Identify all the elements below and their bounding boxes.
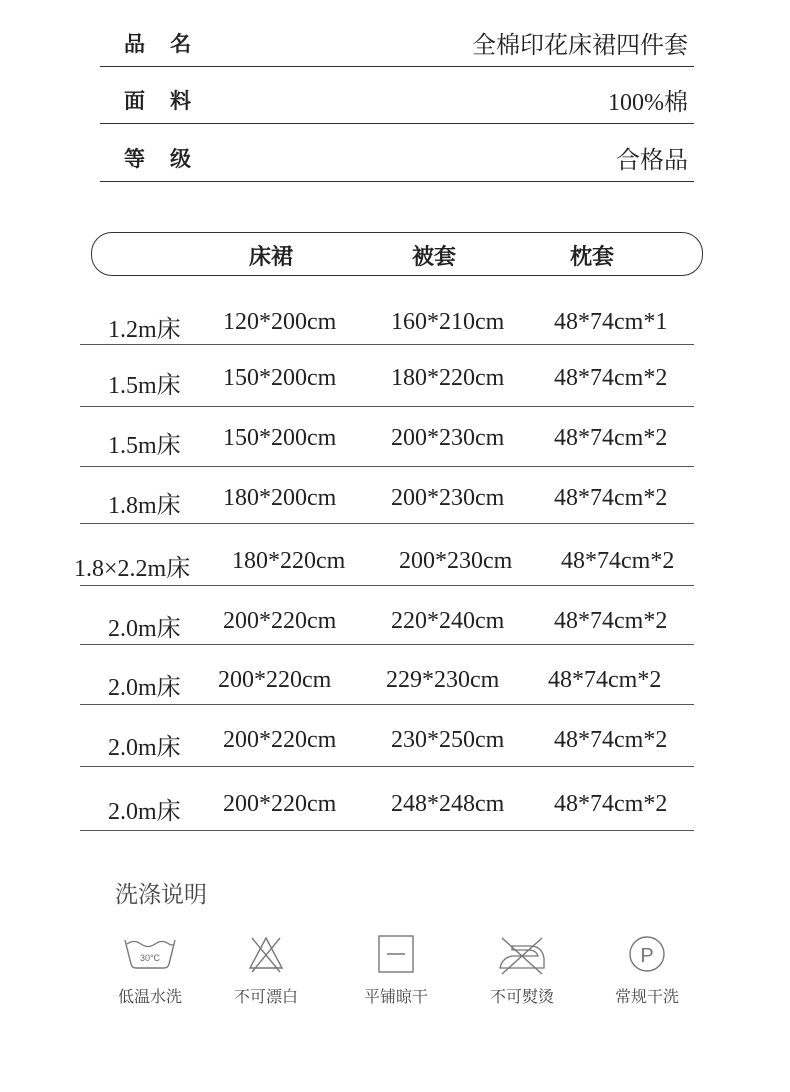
info-value: 100%棉 — [608, 90, 688, 116]
dry-clean-icon — [619, 934, 675, 976]
wash-item-no-iron — [467, 934, 577, 1014]
bedskirt-size: 200*220cm — [223, 791, 337, 817]
bedskirt-size: 180*200cm — [223, 485, 337, 511]
header-bedskirt: 床裙 — [249, 245, 294, 270]
pillow-size: 48*74cm*2 — [561, 548, 675, 574]
bedskirt-size: 150*200cm — [223, 425, 337, 451]
bedskirt-size: 200*220cm — [223, 608, 337, 634]
info-label — [124, 28, 216, 58]
pillow-size: 48*74cm*2 — [548, 667, 662, 693]
bedskirt-size: 150*200cm — [223, 365, 337, 391]
duvet-size: 200*230cm — [391, 485, 505, 511]
bed-size: 1.2m床 — [108, 317, 181, 343]
duvet-size: 248*248cm — [391, 791, 505, 817]
pillow-size: 48*74cm*2 — [554, 365, 668, 391]
pillow-size: 48*74cm*2 — [554, 727, 668, 753]
duvet-size: 220*240cm — [391, 608, 505, 634]
bed-size: 2.0m床 — [108, 799, 181, 825]
duvet-size: 160*210cm — [391, 309, 505, 335]
info-row-name — [100, 8, 694, 67]
info-value: 合格品 — [616, 148, 688, 174]
pillow-size: 48*74cm*2 — [554, 608, 668, 634]
table-row — [80, 767, 694, 831]
wash-temp-text: 30°C — [139, 953, 161, 963]
info-label-char: 面 — [124, 89, 145, 113]
pillow-size: 48*74cm*2 — [554, 791, 668, 817]
bed-size: 2.0m床 — [108, 735, 181, 761]
info-label-char: 料 — [170, 89, 191, 113]
dry-clean-symbol: P — [640, 945, 654, 967]
bed-size: 1.5m床 — [108, 433, 181, 459]
wash-30c-icon — [122, 934, 178, 976]
no-bleach-icon — [238, 934, 294, 976]
table-row — [80, 705, 694, 767]
bedskirt-size: 200*220cm — [218, 667, 332, 693]
wash-label: 平铺晾干 — [363, 987, 428, 1006]
info-row-fabric — [100, 65, 694, 124]
wash-title: 洗涤说明 — [115, 882, 207, 908]
wash-label: 低温水洗 — [117, 987, 182, 1006]
pillow-size: 48*74cm*2 — [554, 425, 668, 451]
bedskirt-size: 120*200cm — [223, 309, 337, 335]
wash-item-dry-clean — [592, 934, 702, 1014]
bed-size: 1.8×2.2m床 — [74, 556, 191, 582]
wash-label: 不可熨烫 — [489, 987, 554, 1006]
info-value: 全棉印花床裙四件套 — [472, 33, 688, 59]
info-label-char: 级 — [170, 147, 191, 171]
wash-item-low-temp — [95, 934, 205, 1014]
wash-label: 常规干洗 — [614, 987, 679, 1006]
bed-size: 2.0m床 — [108, 675, 181, 701]
duvet-size: 200*230cm — [391, 425, 505, 451]
bed-size: 2.0m床 — [108, 616, 181, 642]
bedskirt-size: 180*220cm — [232, 548, 346, 574]
table-header — [91, 232, 703, 276]
table-row — [80, 467, 694, 524]
info-label — [124, 85, 216, 115]
table-row — [80, 407, 694, 467]
bed-size: 1.5m床 — [108, 373, 181, 399]
pillow-size: 48*74cm*2 — [554, 485, 668, 511]
pillow-size: 48*74cm*1 — [554, 309, 668, 335]
table-row — [80, 645, 694, 705]
wash-item-flat-dry — [341, 934, 451, 1014]
duvet-size: 200*230cm — [399, 548, 513, 574]
duvet-size: 229*230cm — [386, 667, 500, 693]
info-label-char: 等 — [124, 147, 145, 171]
table-row — [80, 295, 694, 345]
info-label — [124, 143, 216, 173]
wash-label: 不可漂白 — [233, 987, 298, 1006]
table-row — [80, 586, 694, 645]
bedskirt-size: 200*220cm — [223, 727, 337, 753]
table-row — [80, 345, 694, 407]
no-iron-icon — [494, 934, 550, 976]
info-row-grade — [100, 123, 694, 182]
header-duvet-cover: 被套 — [412, 245, 457, 270]
table-row — [74, 524, 694, 586]
info-label-char: 品 — [124, 32, 145, 56]
duvet-size: 180*220cm — [391, 365, 505, 391]
header-pillowcase: 枕套 — [570, 245, 615, 270]
flat-dry-icon — [368, 934, 424, 976]
bed-size: 1.8m床 — [108, 493, 181, 519]
wash-item-no-bleach — [211, 934, 321, 1014]
duvet-size: 230*250cm — [391, 727, 505, 753]
info-label-char: 名 — [170, 32, 191, 56]
